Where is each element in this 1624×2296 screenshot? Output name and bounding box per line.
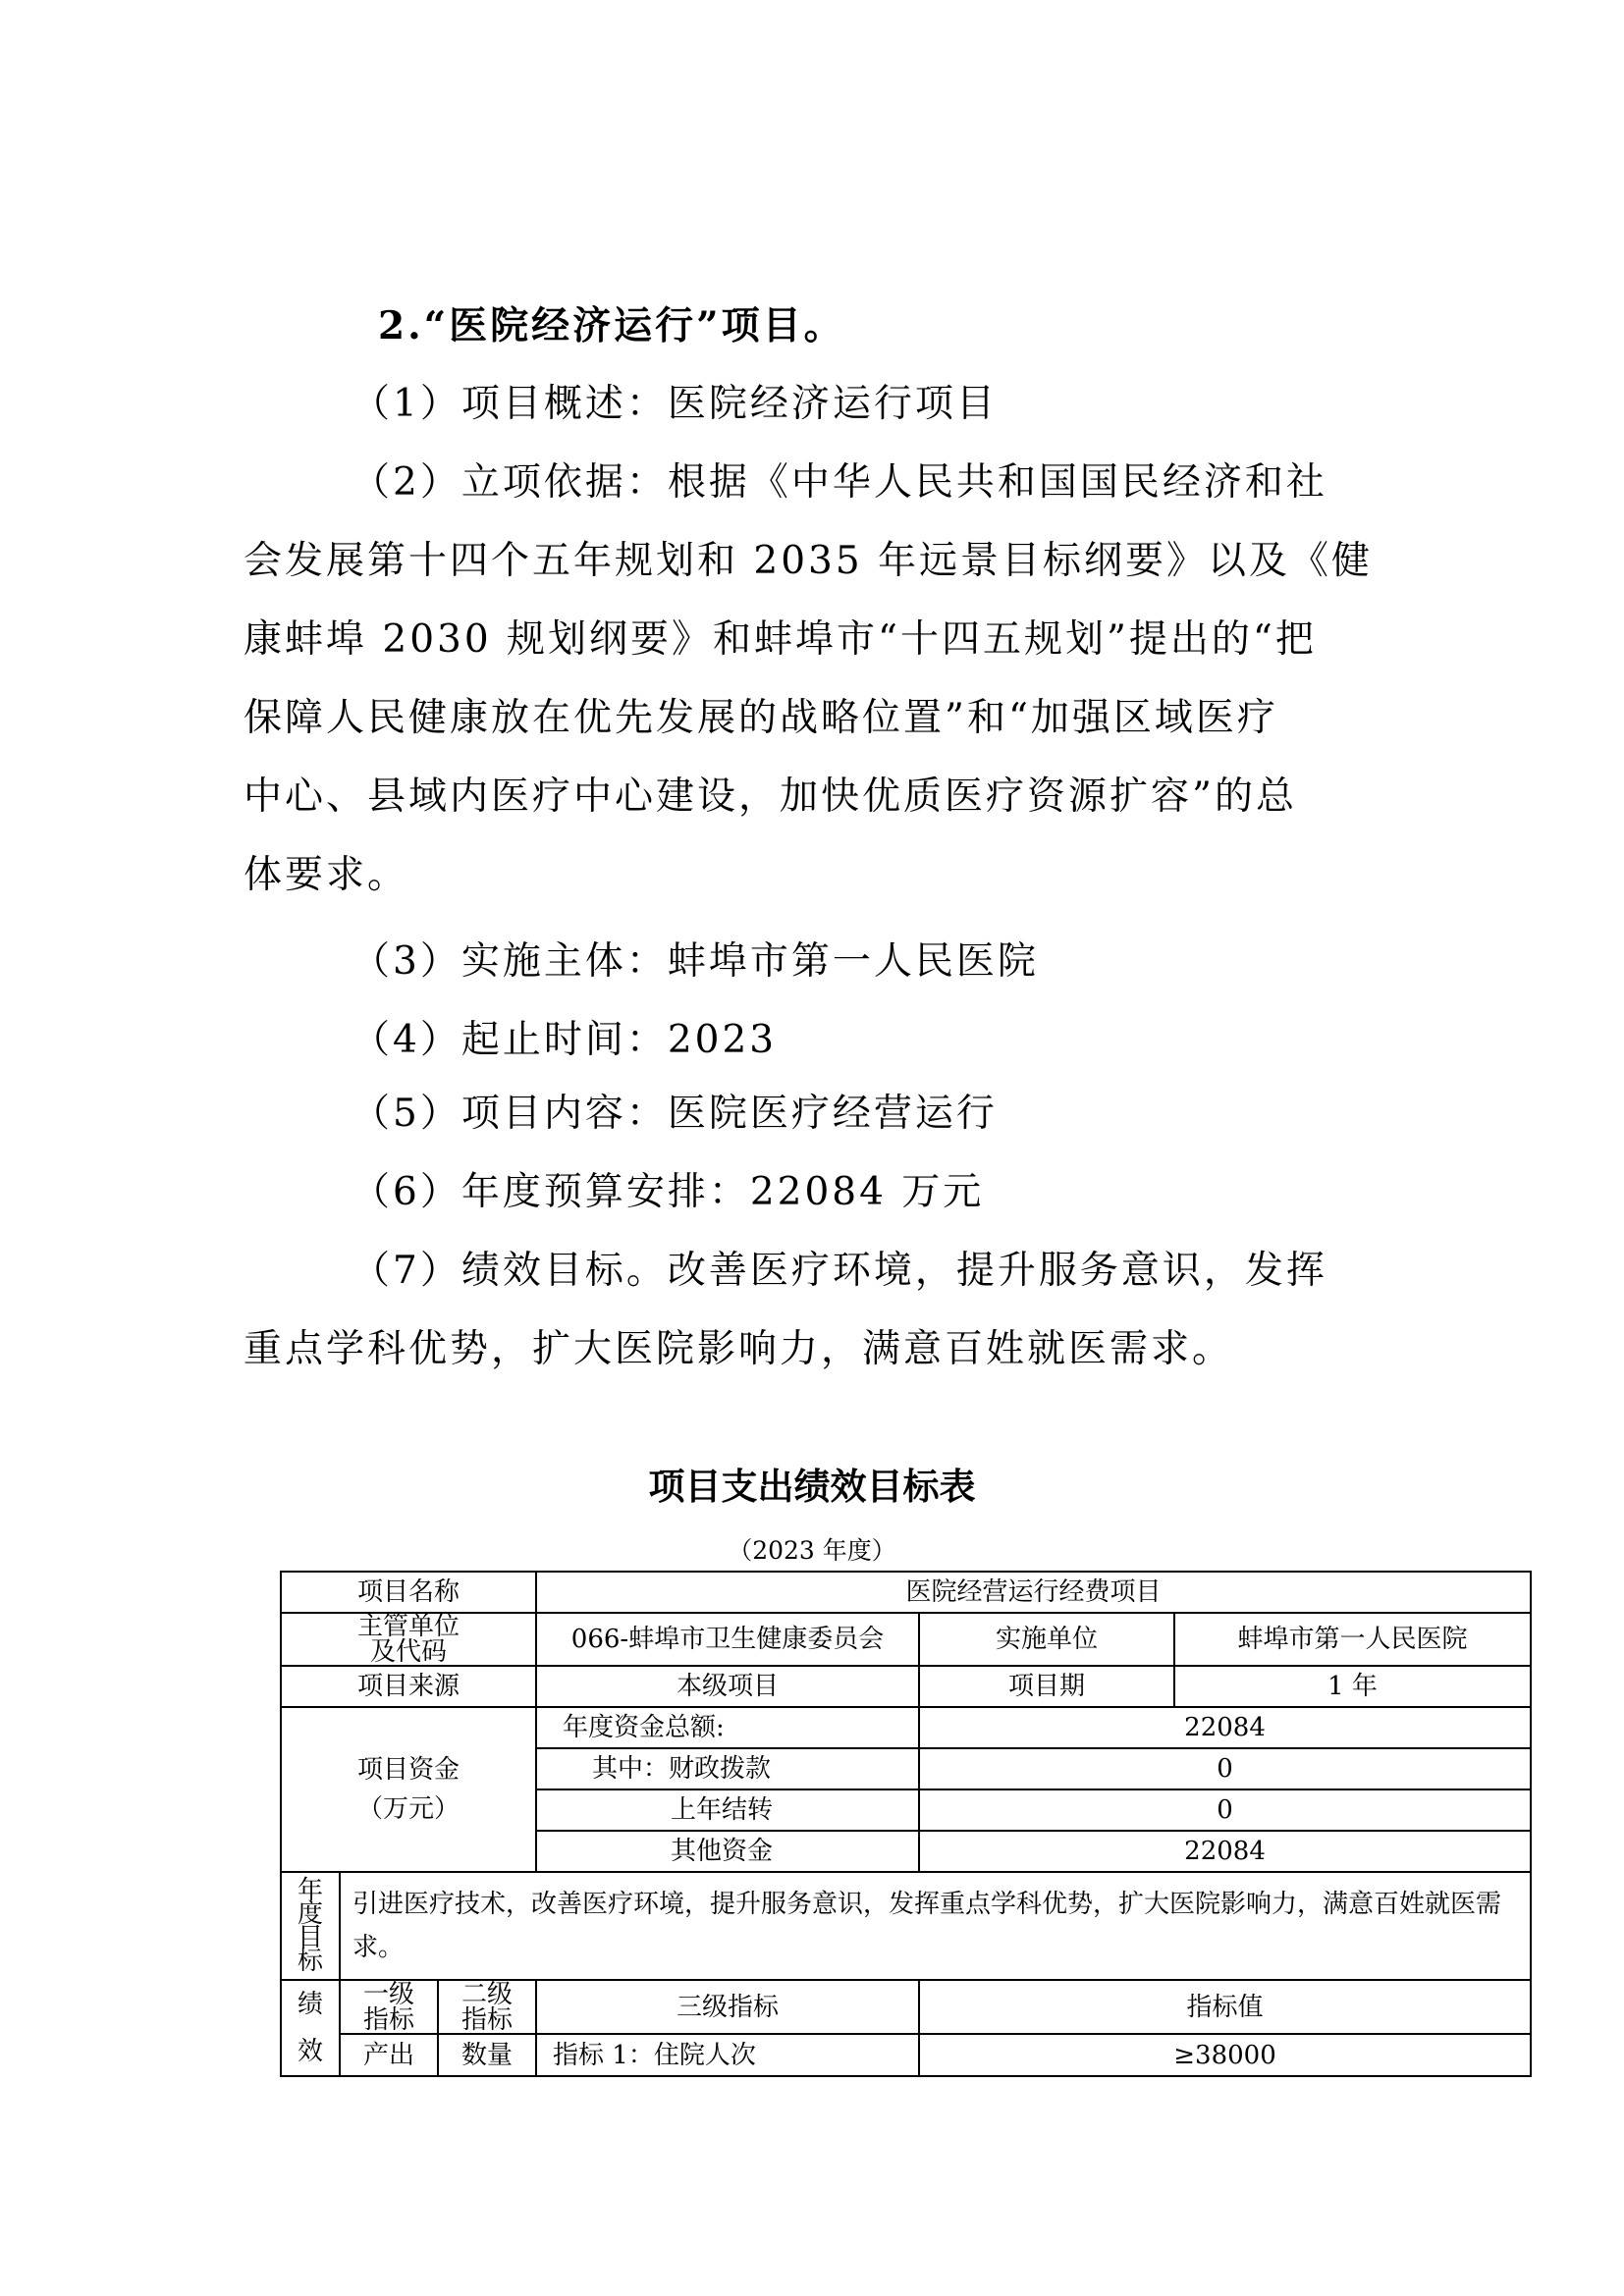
dept-label [281,1613,536,1666]
paragraph-line: （4）起止时间：2023 [352,1018,778,1062]
table-year: （2023 年度） [728,1536,896,1565]
project-name-value: 医院经营运行经费项目 [536,1572,1531,1613]
table-title: 项目支出绩效目标表 [648,1466,976,1508]
paragraph-line: 保障人民健康放在优先发展的战略位置”和“加强区域医疗 [244,696,1278,740]
row1-level1: 产出 [340,2034,438,2076]
level1-header-line: 指标 [362,2004,414,2035]
goal-label [281,1872,340,1980]
source-value: 本级项目 [536,1666,919,1707]
level2-header-line: 指标 [461,2004,514,2035]
paragraph-line: （1）项目概述：医院经济运行项目 [352,382,998,426]
paragraph-line: （2）立项依据：根据《中华人民共和国国民经济和社 [352,460,1327,505]
impl-value: 蚌埠市第一人民医院 [1174,1613,1531,1666]
perf-label-char: 效 [297,2037,323,2066]
table-row [281,1613,1531,1666]
funds-label [281,1707,536,1872]
goal-label-char: 标 [297,1947,323,1976]
period-label: 项目期 [919,1666,1174,1707]
level1-header [340,1980,438,2034]
fiscal-value: 0 [919,1748,1531,1789]
paragraph-line: 重点学科优势，扩大医院影响力，满意百姓就医需求。 [244,1327,1234,1371]
goal-label-char: 目 [297,1923,323,1952]
row1-value: ≥38000 [919,2034,1531,2076]
level3-header: 三级指标 [536,1980,919,2034]
row1-level3: 指标 1：住院人次 [536,2034,919,2076]
other-label: 其他资金 [536,1831,919,1872]
carry-value: 0 [919,1789,1531,1831]
other-value: 22084 [919,1831,1531,1872]
table-row [281,1572,1531,1613]
level1-header-line: 一级 [362,1979,414,2009]
carry-label: 上年结转 [536,1789,919,1831]
section-heading: 2.“医院经济运行”项目。 [378,303,845,348]
goal-label-char: 度 [297,1899,323,1929]
table-row [281,1707,1531,1748]
table-row [281,1980,1531,2034]
paragraph-line: （7）绩效目标。改善医疗环境，提升服务意识，发挥 [352,1249,1327,1293]
paragraph-line: 康蚌埠 2030 规划纲要》和蚌埠市“十四五规划”提出的“把 [244,617,1317,662]
goal-label-char: 年 [297,1876,323,1905]
funds-label-line: 项目资金 [357,1755,460,1785]
level2-header-line: 二级 [461,1979,514,2009]
source-label: 项目来源 [281,1666,536,1707]
paragraph-line: （6）年度预算安排：22084 万元 [352,1170,985,1214]
table-row [281,1872,1531,1980]
goal-text: 引进医疗技术，改善医疗环境，提升服务意识，发挥重点学科优势，扩大医院影响力，满意百姓就医需求。 [340,1872,1531,1980]
dept-value: 066-蚌埠市卫生健康委员会 [536,1613,919,1666]
paragraph-line: 中心、县域内医疗中心建设，加快优质医疗资源扩容”的总 [244,774,1297,819]
paragraph-line: （5）项目内容：医院医疗经营运行 [352,1092,998,1136]
perf-label-char: 绩 [297,1990,323,2019]
period-value: 1 年 [1174,1666,1531,1707]
dept-label-line: 主管单位 [357,1612,460,1641]
total-value: 22084 [919,1707,1531,1748]
paragraph-line: （3）实施主体：蚌埠市第一人民医院 [352,939,1039,984]
paragraph-line: 体要求。 [244,853,409,897]
table-row [281,1666,1531,1707]
project-name-label: 项目名称 [281,1572,536,1613]
fiscal-label: 其中：财政拨款 [536,1748,919,1789]
value-header: 指标值 [919,1980,1531,2034]
table-row [281,2034,1531,2076]
impl-label: 实施单位 [919,1613,1174,1666]
row1-level2: 数量 [438,2034,536,2076]
total-label: 年度资金总额: [536,1707,919,1748]
level2-header [438,1980,536,2034]
performance-table [280,1571,1532,2077]
funds-label-line: （万元） [357,1794,460,1824]
dept-label-line: 及代码 [370,1637,448,1667]
perf-label [281,1980,340,2076]
paragraph-line: 会发展第十四个五年规划和 2035 年远景目标纲要》以及《健 [244,539,1374,583]
